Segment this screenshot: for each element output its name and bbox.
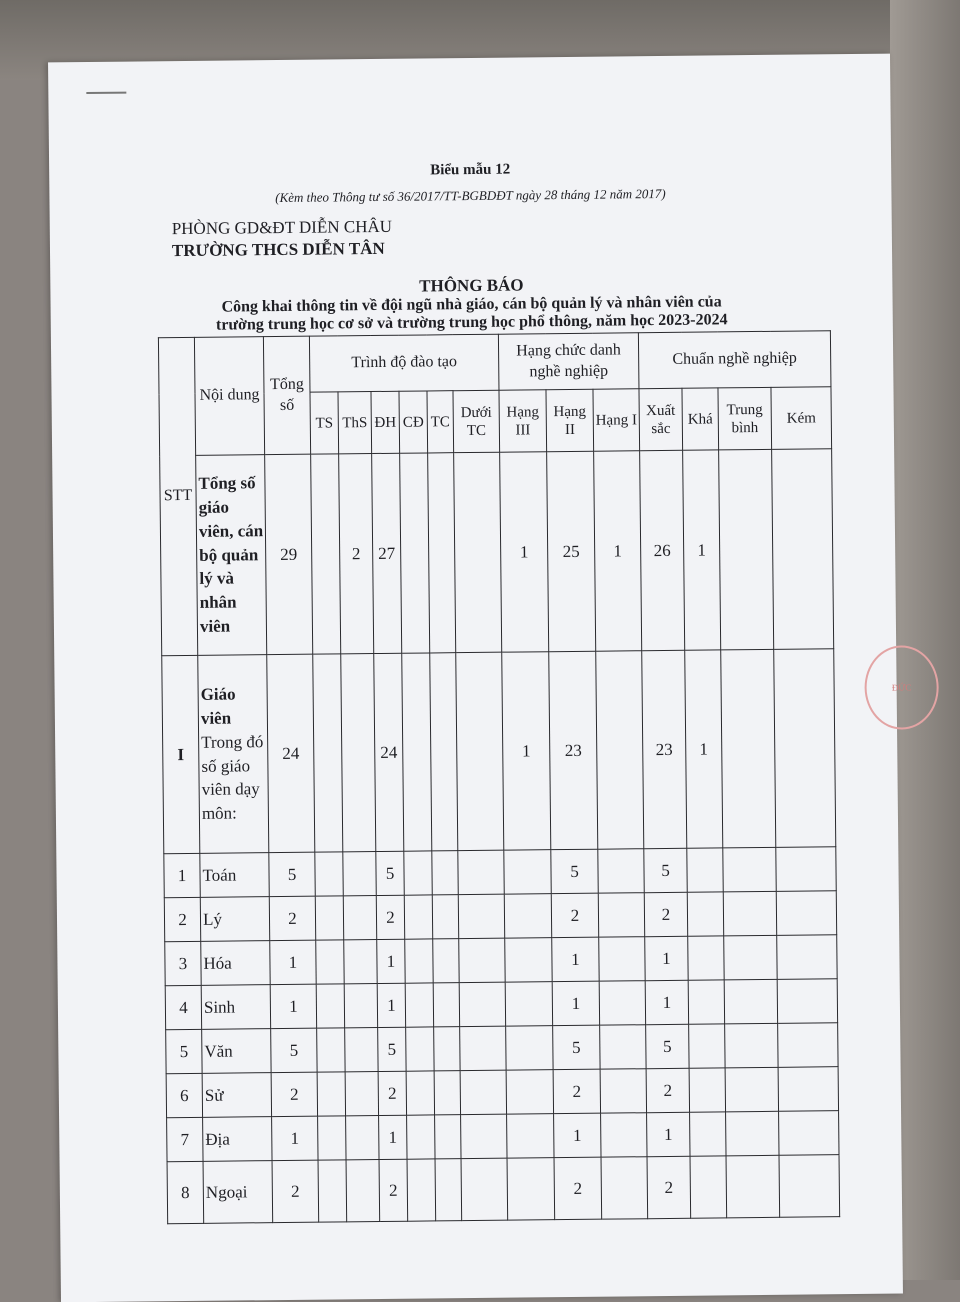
subject-total-cell: 1 — [272, 1116, 318, 1160]
header-stt: STT — [158, 337, 197, 655]
subject-ts-cell — [318, 1116, 346, 1160]
subject-rank3-cell — [507, 1114, 554, 1158]
subject-ts-cell — [316, 984, 344, 1028]
teacher-rank2: 23 — [549, 651, 598, 849]
subject-below-tc-cell — [458, 894, 504, 938]
header-total: Tổng số — [263, 336, 310, 454]
subject-weak-cell — [778, 1067, 838, 1112]
subject-rows — [164, 847, 840, 1224]
notice-description-line2: trường trung học cơ sở và trường trung học phổ thông, năm học 2023-2024 — [215, 311, 728, 334]
teacher-rank3: 1 — [502, 652, 551, 850]
subject-ths-cell — [345, 1028, 378, 1072]
red-seal-stamp: ĐỨC — [864, 645, 939, 730]
summary-tc — [428, 453, 456, 653]
subject-dh-cell: 1 — [379, 1115, 407, 1159]
subject-ts-cell — [316, 940, 344, 984]
subject-rank3-cell — [506, 1026, 553, 1070]
subject-good-cell — [688, 980, 724, 1024]
subject-ths-cell — [343, 852, 376, 896]
subject-ths-cell — [343, 896, 376, 940]
subject-ths-cell — [345, 1072, 378, 1116]
subject-good-cell — [687, 848, 723, 892]
summary-rank3: 1 — [500, 452, 549, 652]
subject-tc-cell — [434, 1071, 460, 1115]
subject-ts-cell — [318, 1160, 347, 1222]
subject-cd-cell — [407, 1159, 436, 1221]
subject-total-cell: 1 — [270, 984, 316, 1028]
header-rank: Hạng chức danh nghề nghiệp — [498, 333, 639, 390]
subject-rank2-cell: 5 — [551, 849, 598, 893]
subject-tc-cell — [432, 895, 458, 939]
subject-cd-cell — [406, 1071, 434, 1115]
teacher-average — [721, 649, 776, 848]
subject-rank2-cell: 2 — [553, 1069, 600, 1113]
subject-cd-cell — [404, 895, 432, 939]
subject-average-cell — [726, 1155, 780, 1218]
subject-rank2-cell: 2 — [554, 1157, 602, 1219]
subject-average-cell — [723, 847, 776, 892]
teacher-weak — [774, 649, 836, 848]
subject-cd-cell — [406, 1027, 434, 1071]
subject-cd-cell — [405, 939, 433, 983]
subject-tc-cell — [435, 1115, 461, 1159]
subject-row — [164, 891, 836, 942]
header-training: Trình độ đào tạo — [309, 334, 499, 392]
subject-rank2-cell: 1 — [552, 937, 599, 981]
subject-good-cell — [690, 1156, 727, 1218]
subject-tc-cell — [434, 1027, 460, 1071]
header-rank3: Hạng III — [499, 390, 547, 452]
subject-row — [165, 979, 837, 1030]
teacher-stt: I — [162, 655, 200, 853]
subject-excellent-cell: 1 — [645, 936, 688, 980]
subject-cd-cell — [407, 1115, 435, 1159]
subject-average-cell — [725, 1023, 778, 1068]
summary-good: 1 — [683, 450, 721, 650]
subject-below-tc-cell — [459, 938, 505, 982]
subject-rank2-cell: 1 — [554, 1113, 601, 1157]
summary-weak — [772, 449, 834, 650]
subject-below-tc-cell — [460, 1070, 506, 1114]
subject-weak-cell — [779, 1155, 840, 1218]
subject-average-cell — [725, 1067, 778, 1112]
header-good: Khá — [682, 388, 719, 450]
subject-excellent-cell: 2 — [647, 1156, 691, 1218]
teacher-excellent: 23 — [642, 650, 687, 848]
subject-rank3-cell — [507, 1158, 555, 1220]
subject-tc-cell — [433, 983, 459, 1027]
header-ths: ThS — [338, 392, 372, 454]
subject-below-tc-cell — [458, 850, 504, 894]
summary-average — [719, 449, 774, 650]
subject-stt-cell: 3 — [165, 941, 201, 985]
subject-good-cell — [690, 1112, 726, 1156]
subject-total-cell: 5 — [269, 852, 315, 896]
subject-subject-cell: Lý — [200, 897, 269, 942]
subject-below-tc-cell — [459, 982, 505, 1026]
subject-excellent-cell: 2 — [646, 1068, 689, 1112]
subject-ts-cell — [315, 896, 343, 940]
subject-subject-cell: Ngoại — [203, 1161, 273, 1224]
subject-excellent-cell: 5 — [646, 1024, 689, 1068]
subject-ts-cell — [315, 852, 343, 896]
header-below-tc: Dưới TC — [453, 390, 500, 452]
header-rank1: Hạng I — [593, 389, 640, 451]
subject-average-cell — [724, 935, 777, 980]
subject-row — [167, 1111, 839, 1162]
form-number: Biểu mẫu 12 — [430, 161, 511, 179]
summary-below-tc — [454, 452, 502, 652]
header-weak: Kém — [771, 387, 832, 450]
subject-rank3-cell — [505, 982, 552, 1026]
subject-good-cell — [688, 936, 724, 980]
subject-cd-cell — [404, 851, 432, 895]
subject-subject-cell: Toán — [200, 853, 269, 898]
subject-weak-cell — [776, 847, 836, 892]
document-page — [48, 54, 912, 1302]
summary-row — [160, 449, 834, 656]
subject-subject-cell: Địa — [203, 1117, 272, 1162]
subject-ts-cell — [317, 1028, 345, 1072]
subject-below-tc-cell — [461, 1114, 507, 1158]
subject-weak-cell — [779, 1111, 839, 1156]
subject-dh-cell: 1 — [377, 939, 405, 983]
staff-table — [158, 330, 840, 1224]
subject-excellent-cell: 5 — [644, 848, 687, 892]
subject-tc-cell — [432, 851, 458, 895]
subject-ts-cell — [317, 1072, 345, 1116]
summary-total: 29 — [265, 454, 313, 654]
subject-below-tc-cell — [460, 1026, 506, 1070]
summary-ts — [311, 454, 341, 654]
teacher-tc — [430, 653, 458, 851]
subject-rank3-cell — [504, 850, 551, 894]
teacher-label — [198, 655, 269, 854]
header-standard: Chuẩn nghề nghiệp — [638, 331, 831, 389]
summary-dh: 27 — [372, 453, 402, 653]
subject-stt-cell: 4 — [165, 985, 201, 1029]
subject-rank3-cell — [505, 938, 552, 982]
subject-tc-cell — [435, 1159, 462, 1221]
subject-dh-cell: 2 — [376, 895, 404, 939]
summary-cd — [400, 453, 430, 653]
subject-stt-cell: 8 — [167, 1161, 204, 1223]
teacher-label-sub: Trong đó số giáo viên dạy môn: — [201, 731, 264, 823]
teacher-label-title: Giáo viên — [200, 684, 236, 728]
header-row-1 — [158, 331, 831, 394]
header-average: Trung bình — [718, 387, 772, 450]
subject-row — [166, 1023, 838, 1074]
subject-stt-cell: 1 — [164, 853, 200, 897]
subject-stt-cell: 6 — [166, 1073, 202, 1117]
teacher-good: 1 — [685, 650, 723, 848]
subject-rank3-cell — [504, 894, 551, 938]
subject-row — [167, 1155, 840, 1224]
subject-rank1-cell — [600, 1025, 646, 1069]
subject-average-cell — [723, 891, 776, 936]
subject-rank2-cell: 5 — [553, 1025, 600, 1069]
subject-ths-cell — [344, 940, 377, 984]
subject-average-cell — [726, 1111, 779, 1156]
teacher-cd — [402, 653, 432, 851]
teacher-dh: 24 — [374, 653, 404, 851]
summary-rank1: 1 — [594, 451, 642, 651]
subject-rank1-cell — [599, 937, 645, 981]
subject-total-cell: 2 — [269, 896, 315, 940]
subject-dh-cell: 5 — [378, 1027, 406, 1071]
subject-row — [164, 847, 836, 898]
subject-stt-cell: 7 — [167, 1117, 203, 1161]
header-ts: TS — [310, 392, 339, 454]
subject-excellent-cell: 2 — [644, 892, 687, 936]
summary-label: Tổng số giáo viên, cán bộ quản lý và nhân viên — [196, 455, 267, 656]
school-name: TRƯỜNG THCS DIỄN TÂN — [171, 238, 385, 261]
subject-total-cell: 5 — [271, 1028, 317, 1072]
subject-rank2-cell: 2 — [551, 893, 598, 937]
subject-dh-cell: 1 — [377, 983, 405, 1027]
subject-weak-cell — [776, 891, 836, 936]
subject-rank1-cell — [599, 981, 645, 1025]
subject-cd-cell — [405, 983, 433, 1027]
header-rank2: Hạng II — [546, 389, 594, 451]
subject-tc-cell — [433, 939, 459, 983]
header-dh: ĐH — [371, 391, 400, 453]
summary-ths: 2 — [339, 454, 374, 654]
subject-rank1-cell — [598, 893, 644, 937]
subject-below-tc-cell — [461, 1158, 508, 1220]
subject-weak-cell — [778, 1023, 838, 1068]
subject-total-cell: 2 — [272, 1160, 319, 1222]
subject-excellent-cell: 1 — [647, 1112, 690, 1156]
subject-dh-cell: 2 — [379, 1159, 408, 1221]
subject-good-cell — [687, 892, 723, 936]
subject-rank1-cell — [598, 849, 644, 893]
header-excellent: Xuất sắc — [639, 388, 683, 450]
subject-good-cell — [689, 1068, 725, 1112]
subject-subject-cell: Sinh — [201, 985, 270, 1030]
subject-rank1-cell — [601, 1157, 648, 1219]
subject-subject-cell: Hóa — [201, 941, 270, 986]
header-content: Nội dung — [194, 337, 264, 456]
subject-rank3-cell — [506, 1070, 553, 1114]
summary-excellent: 26 — [640, 450, 685, 650]
subject-row — [166, 1067, 838, 1118]
subject-ths-cell — [346, 1116, 379, 1160]
teacher-below-tc — [456, 652, 504, 850]
department-name: PHÒNG GD&ĐT DIỄN CHÂU — [171, 216, 393, 239]
pen-mark — [86, 92, 126, 94]
subject-good-cell — [689, 1024, 725, 1068]
subject-weak-cell — [777, 935, 837, 980]
subject-average-cell — [724, 979, 777, 1024]
notice-description-line1: Công khai thông tin về đội ngũ nhà giáo, cán bộ quản lý và nhân viên của — [221, 293, 722, 316]
subject-row — [165, 935, 837, 986]
subject-total-cell: 1 — [270, 940, 316, 984]
subject-rank1-cell — [601, 1113, 647, 1157]
subject-total-cell: 2 — [271, 1072, 317, 1116]
subject-stt-cell: 5 — [166, 1029, 202, 1073]
subject-weak-cell — [777, 979, 837, 1024]
teacher-total: 24 — [267, 654, 315, 852]
subject-dh-cell: 2 — [378, 1071, 406, 1115]
header-cd: CĐ — [399, 391, 428, 453]
teacher-rank1 — [596, 651, 644, 849]
legal-reference: (Kèm theo Thông tư số 36/2017/TT-BGBDĐT ngày 28 tháng 12 năm 2017) — [275, 185, 666, 206]
subject-rank2-cell: 1 — [552, 981, 599, 1025]
subject-rank1-cell — [600, 1069, 646, 1113]
subject-excellent-cell: 1 — [645, 980, 688, 1024]
header-tc: TC — [427, 391, 454, 453]
teacher-ts — [313, 654, 343, 852]
teacher-row — [162, 649, 836, 854]
subject-dh-cell: 5 — [376, 851, 404, 895]
summary-rank2: 25 — [547, 451, 596, 651]
subject-subject-cell: Văn — [202, 1029, 271, 1074]
subject-subject-cell: Sử — [202, 1073, 271, 1118]
subject-ths-cell — [346, 1160, 380, 1222]
subject-ths-cell — [344, 984, 377, 1028]
teacher-ths — [341, 654, 376, 852]
subject-stt-cell: 2 — [164, 897, 200, 941]
notice-title: THÔNG BÁO — [419, 275, 524, 296]
